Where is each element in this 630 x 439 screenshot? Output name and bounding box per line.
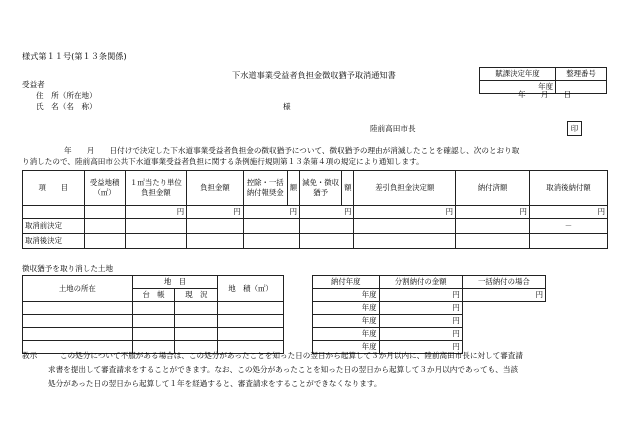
- header-current: 現 況: [175, 289, 218, 302]
- header-land-location: 土地の所在: [23, 276, 133, 302]
- form-number: 様式第１１号(第１３条関係): [22, 51, 127, 61]
- header-deduction-amount: 額: [287, 171, 299, 206]
- header-net-charge: 差引負担金決定額: [354, 171, 456, 206]
- issue-date: 年 月 日: [518, 90, 572, 99]
- header-benefit-area: 受益地積（㎡）: [84, 171, 125, 206]
- notice-line-3: 処分があった日の翌日から起算して１年を経過すると、審査請求をすることができなくなります。: [48, 379, 382, 388]
- header-land-area: 地 積（㎡）: [218, 276, 284, 302]
- table-row: [23, 315, 284, 328]
- table-row: 年度 円: [313, 315, 546, 328]
- seal-mark: 印: [567, 121, 582, 136]
- body-line-2: り消したので、陸前高田市公共下水道事業受益者負担に関する条例施行規則第１３条第４項の規定により通知します。: [22, 157, 424, 166]
- header-installment-amount: 分割納付の金額: [379, 276, 462, 289]
- name-label: 氏 名（名 称）: [36, 102, 97, 111]
- table-row: 年度 円: [313, 302, 546, 315]
- dash-mark: －: [529, 219, 607, 234]
- row-label-before: 取消前決定: [23, 219, 85, 234]
- table-row: [23, 328, 284, 341]
- honorific: 様: [283, 102, 291, 111]
- land-section-title: 徴収猶予を取り消した土地: [22, 264, 114, 273]
- recipient-label: 受益者: [22, 80, 45, 89]
- header-lump-sum: 一括納付の場合: [462, 276, 545, 289]
- notice-line-1: この処分について不服がある場合は、この処分があったことを知った日の翌日から起算して３か月以内に、陸前高田市長に対して審査請: [60, 351, 523, 360]
- table-row: [23, 302, 284, 315]
- table-row: 円 円 円 円 円 円 円: [23, 206, 608, 219]
- table-row: 年度 円 円: [313, 289, 546, 302]
- land-table: [22, 275, 284, 354]
- header-paid-amount: 納付済額: [456, 171, 530, 206]
- payment-table: [312, 275, 546, 354]
- assessment-year-header: 賦課決定年度: [480, 68, 556, 81]
- row-label-after: 取消後決定: [23, 234, 85, 249]
- table-row: [23, 234, 608, 249]
- body-line-1: 年 月 日付けで決定した下水道事業受益者負担金の徴収猶予について、徴収猶予の理由が消滅したことを確認し、次のとおり取: [64, 146, 520, 155]
- table-row: [23, 219, 608, 234]
- header-land-category: 地 目: [132, 276, 217, 289]
- header-item: 項 目: [23, 171, 85, 206]
- header-unit-charge: １㎡当たり単位負担金額: [125, 171, 187, 206]
- serial-number-header: 整理番号: [555, 68, 606, 81]
- table-row: 年度 円: [313, 341, 546, 354]
- header-charge-amount: 負担金額: [187, 171, 243, 206]
- header-payment-year: 納付年度: [313, 276, 380, 289]
- units-row-label: [23, 206, 85, 219]
- document-title: 下水道事業受益者負担金徴収猶予取消通知書: [232, 70, 396, 80]
- table-row: 年度 円: [313, 328, 546, 341]
- header-exemption-amount: 額: [342, 171, 354, 206]
- header-deduction: 控除・一括納付報奨金: [243, 171, 287, 206]
- main-table: [22, 170, 608, 249]
- issuer-name: 陸前高田市長: [370, 124, 416, 133]
- notice-line-2: 求書を提出して審査請求をすることができます。なお、この処分があったことを知った日の翌日から起算して３か月以内であっても、当該: [48, 365, 519, 374]
- address-label: 住 所（所在地）: [36, 91, 97, 100]
- header-post-cancel-amount: 取消後納付額: [529, 171, 607, 206]
- header-ledger: 台 帳: [132, 289, 175, 302]
- header-exemption: 減免・徴収猶予: [300, 171, 342, 206]
- notice-label: 教示: [22, 351, 38, 360]
- assessment-year-cell: 年度: [480, 81, 556, 94]
